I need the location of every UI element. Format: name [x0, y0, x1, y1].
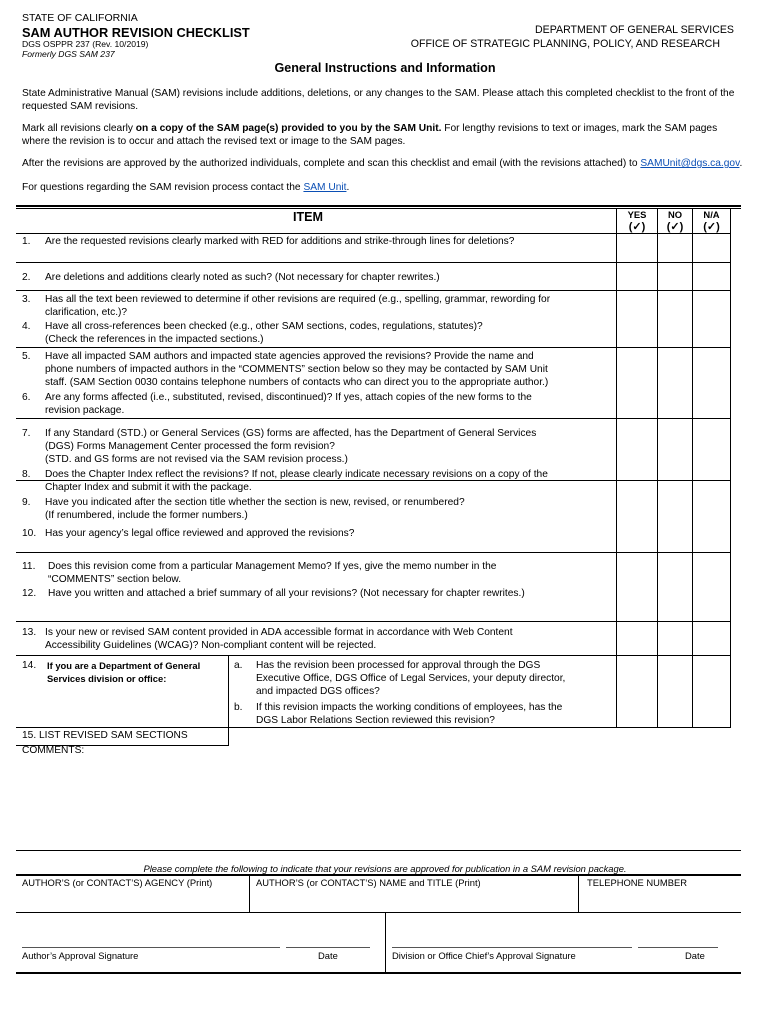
item-14b-text — [256, 701, 562, 727]
item-number: 10. — [22, 528, 37, 539]
item-number: 11. — [22, 561, 36, 572]
p3-text: After the revisions are approved by the authorized individuals, complete and scan this checklist and email (with the revisions attached) to — [22, 158, 641, 169]
item-15-label: 15. LIST REVISED SAM SECTIONS — [22, 730, 188, 741]
approval-row-line — [16, 912, 741, 913]
approval-box-bottom — [16, 972, 741, 974]
checkbox-cell-na[interactable] — [693, 291, 730, 347]
instructions-paragraph-2 — [22, 123, 747, 148]
yes-column-header — [617, 209, 657, 233]
item-7-line-3: (STD. and GS forms are not revised via the SAM revision process.) — [45, 454, 348, 465]
checkbox-cell-na[interactable] — [693, 481, 730, 552]
item-14b-line-1: If this revision impacts the working conditions of employees, has the — [256, 702, 563, 713]
comments-label: COMMENTS: — [22, 745, 85, 756]
telephone-input[interactable] — [581, 889, 739, 911]
author-signature-label: Author’s Approval Signature — [22, 950, 139, 961]
instructions-paragraph-3 — [22, 158, 747, 171]
checkbox-cell-no[interactable] — [658, 291, 692, 347]
department-name: DEPARTMENT OF GENERAL SERVICES — [535, 24, 734, 36]
item-5-line-1: Have all impacted SAM authors and impacted state agencies approved the revisions? Provide the name and — [45, 351, 534, 362]
chief-date-input[interactable] — [638, 918, 718, 946]
revised-sections-input[interactable] — [232, 728, 740, 745]
checkbox-cell-na[interactable] — [693, 263, 730, 290]
checkbox-cell-no[interactable] — [658, 656, 692, 727]
former-form-number: Formerly DGS SAM 237 — [22, 49, 115, 59]
checkbox-cell-na[interactable] — [693, 656, 730, 727]
yes-check-icon: (✓) — [628, 221, 646, 233]
item-column-header: ITEM — [292, 210, 324, 224]
checkbox-cell-na[interactable] — [693, 622, 730, 655]
p3-period: . — [739, 158, 743, 169]
item-11-line-1: Does this revision come from a particular Management Memo? If yes, give the memo number in the — [48, 561, 497, 572]
item-11-line-2: “COMMENTS” section below. — [48, 574, 182, 585]
item-number: 14. — [22, 660, 37, 671]
p2-bold-text: on a copy of the SAM page(s) provided to you by the SAM Unit. — [135, 123, 442, 134]
item-13-line-2: Accessibility Guidelines (WCAG)? Non-compliant content will be rejected. — [45, 640, 377, 651]
author-signature-line — [22, 947, 280, 948]
item-3-text — [45, 293, 550, 319]
item-14-label-line-2: Services division or office: — [47, 673, 167, 684]
checkbox-cell-no[interactable] — [658, 234, 692, 262]
item-number: 2. — [22, 272, 31, 283]
na-check-icon: (✓) — [703, 221, 720, 233]
checkbox-cell-na[interactable] — [693, 419, 730, 480]
item-number: 5. — [22, 351, 31, 362]
item-7-text — [45, 427, 536, 466]
author-date-input[interactable] — [286, 918, 370, 946]
agency-label: AUTHOR’S (or CONTACT’S) AGENCY (Print) — [22, 877, 213, 888]
item-14a-text — [256, 659, 565, 698]
chief-date-label: Date — [685, 950, 705, 961]
item-13-line-1: Is your new or revised SAM content provided in ADA accessible format in accordance with Web Content — [45, 627, 513, 638]
approval-divider-2 — [578, 875, 579, 913]
item-14-label — [47, 659, 200, 685]
item-7-line-2: (DGS) Forms Management Center processed the form revision? — [45, 441, 335, 452]
item-8-line-2: Chapter Index and submit it with the package. — [45, 482, 252, 493]
checkbox-cell-yes[interactable] — [617, 291, 657, 347]
item-4-text — [45, 320, 483, 346]
approval-divider-1 — [249, 875, 250, 913]
form-title: SAM AUTHOR REVISION CHECKLIST — [22, 25, 250, 40]
checkbox-cell-no[interactable] — [658, 348, 692, 418]
checkbox-cell-no[interactable] — [658, 263, 692, 290]
chief-date-line — [638, 947, 718, 948]
approval-top-border — [16, 850, 741, 851]
checkbox-cell-yes[interactable] — [617, 348, 657, 418]
checkbox-cell-yes[interactable] — [617, 419, 657, 480]
item-6-text — [45, 391, 532, 417]
item-1-text: Are the requested revisions clearly marked with RED for additions and strike-through lines for deletions? — [45, 236, 515, 247]
telephone-label: TELEPHONE NUMBER — [587, 877, 688, 888]
chief-signature-input[interactable] — [392, 918, 632, 946]
item-14a-letter: a. — [234, 660, 243, 671]
checkbox-cell-no[interactable] — [658, 622, 692, 655]
item-5-line-2: phone numbers of impacted authors in the “COMMENTS” section below so they may be contacted by SAM Unit — [45, 364, 548, 375]
item-4-line-2: (Check the references in the impacted sections.) — [45, 334, 264, 345]
item-3-line-2: clarification, etc.)? — [45, 307, 128, 318]
item-number: 3. — [22, 294, 31, 305]
agency-input[interactable] — [18, 889, 246, 911]
office-name: OFFICE OF STRATEGIC PLANNING, POLICY, AND RESEARCH — [410, 38, 720, 50]
item-6-line-2: revision package. — [45, 405, 125, 416]
item-3-line-1: Has all the text been reviewed to determine if other revisions are required (e.g., spelling, grammar, rewording for — [45, 294, 551, 305]
instructions-paragraph-4 — [22, 182, 747, 195]
item-number: 4. — [22, 321, 31, 332]
checkbox-cell-yes[interactable] — [617, 622, 657, 655]
item-8-text — [45, 468, 548, 494]
checkbox-cell-yes[interactable] — [617, 553, 657, 621]
author-name-input[interactable] — [252, 889, 575, 911]
no-label: NO — [667, 209, 683, 220]
item-14a-line-3: and impacted DGS offices? — [256, 686, 380, 697]
item-6-line-1: Are any forms affected (i.e., substituted, revised, discontinued)? If yes, attach copies of the new forms to the — [45, 392, 532, 403]
item-14b-line-2: DGS Labor Relations Section reviewed this revision? — [256, 715, 495, 726]
checkbox-cell-no[interactable] — [658, 553, 692, 621]
item-14a-line-2: Executive Office, DGS Office of Legal Services, your deputy director, — [256, 673, 566, 684]
checkbox-cell-no[interactable] — [658, 419, 692, 480]
sam-unit-email-link[interactable]: SAMUnit@dgs.ca.gov — [640, 158, 740, 169]
item-12-text: Have you written and attached a brief summary of all your revisions? (Not necessary for chapter rewrites.) — [48, 588, 525, 599]
checkbox-cell-yes[interactable] — [617, 656, 657, 727]
checkbox-cell-yes[interactable] — [617, 263, 657, 290]
p2-text-start: Mark all revisions clearly — [22, 123, 136, 134]
item-9-line-2: (If renumbered, include the former numbers.) — [45, 510, 248, 521]
item-number: 8. — [22, 469, 31, 480]
col-divider-right — [730, 208, 731, 728]
no-column-header — [658, 209, 692, 233]
checkbox-cell-na[interactable] — [693, 553, 730, 621]
item-number: 7. — [22, 428, 31, 439]
approval-divider-3 — [385, 913, 386, 973]
chief-signature-line — [392, 947, 632, 948]
no-check-icon: (✓) — [666, 221, 684, 233]
item-number: 13. — [22, 627, 37, 638]
state-label: STATE OF CALIFORNIA — [22, 12, 138, 24]
author-date-line — [286, 947, 370, 948]
item-10-text: Has your agency’s legal office reviewed and approved the revisions? — [45, 528, 355, 539]
yes-label: YES — [627, 209, 647, 220]
p2-text-end: For lengthy revisions to text or images, mark the SAM pages where the revision is to occur and attach the revised text or image to the SAM pages. — [22, 123, 718, 147]
p4-text: For questions regarding the SAM revision process contact the — [22, 182, 304, 193]
author-signature-input[interactable] — [22, 918, 280, 946]
item-4-line-1: Have all cross-references been checked (e.g., other SAM sections, codes, regulations, statutes)? — [45, 321, 483, 332]
checkbox-cell-yes[interactable] — [617, 481, 657, 552]
checkbox-cell-no[interactable] — [658, 481, 692, 552]
checkbox-cell-na[interactable] — [693, 348, 730, 418]
approval-note: Please complete the following to indicate that your revisions are approved for publication in a SAM revision package. — [143, 863, 627, 874]
item-number: 1. — [22, 236, 31, 247]
item-number: 9. — [22, 497, 31, 508]
table-top-border — [16, 205, 741, 207]
item-8-line-1: Does the Chapter Index reflect the revisions? If not, please clearly indicate necessary revisions on a copy of the — [45, 469, 548, 480]
author-name-label: AUTHOR’S (or CONTACT’S) NAME and TITLE (Print) — [256, 877, 481, 888]
na-label: N/A — [703, 209, 720, 220]
item-9-line-1: Have you indicated after the section title whether the section is new, revised, or renumbered? — [45, 497, 465, 508]
item14-divider — [228, 656, 229, 746]
item-5-text — [45, 350, 548, 389]
sam-unit-link[interactable]: SAM Unit — [303, 182, 347, 193]
item-number: 12. — [22, 588, 37, 599]
item-14b-letter: b. — [234, 702, 243, 713]
item-11-text — [48, 560, 496, 586]
item-5-line-3: staff. (SAM Section 0030 contains telephone numbers of contacts who can direct you to the appropriate author.) — [45, 377, 549, 388]
instructions-heading: General Instructions and Information — [274, 61, 496, 75]
item-13-text — [45, 626, 513, 652]
instructions-paragraph-1: State Administrative Manual (SAM) revisions include additions, deletions, or any changes to the SAM. Please attach this completed checklist to the front of the requested SAM revisions. — [22, 88, 735, 112]
checkbox-cell-na[interactable] — [693, 234, 730, 262]
p4-period: . — [346, 182, 350, 193]
form-number: DGS OSPPR 237 (Rev. 10/2019) — [22, 39, 149, 49]
item-14-label-line-1: If you are a Department of General — [47, 660, 201, 671]
item-number: 6. — [22, 392, 31, 403]
chief-signature-label: Division or Office Chief’s Approval Signature — [392, 950, 576, 961]
approval-box-top — [16, 874, 741, 876]
item-7-line-1: If any Standard (STD.) or General Services (GS) forms are affected, has the Department of General Services — [45, 428, 537, 439]
na-column-header — [693, 209, 730, 233]
item-9-text — [45, 496, 465, 522]
author-date-label: Date — [318, 950, 338, 961]
checkbox-cell-yes[interactable] — [617, 234, 657, 262]
item-14a-line-1: Has the revision been processed for approval through the DGS — [256, 660, 541, 671]
comments-area[interactable] — [20, 760, 740, 848]
item-2-text: Are deletions and additions clearly noted as such? (Not necessary for chapter rewrites.) — [45, 272, 440, 283]
